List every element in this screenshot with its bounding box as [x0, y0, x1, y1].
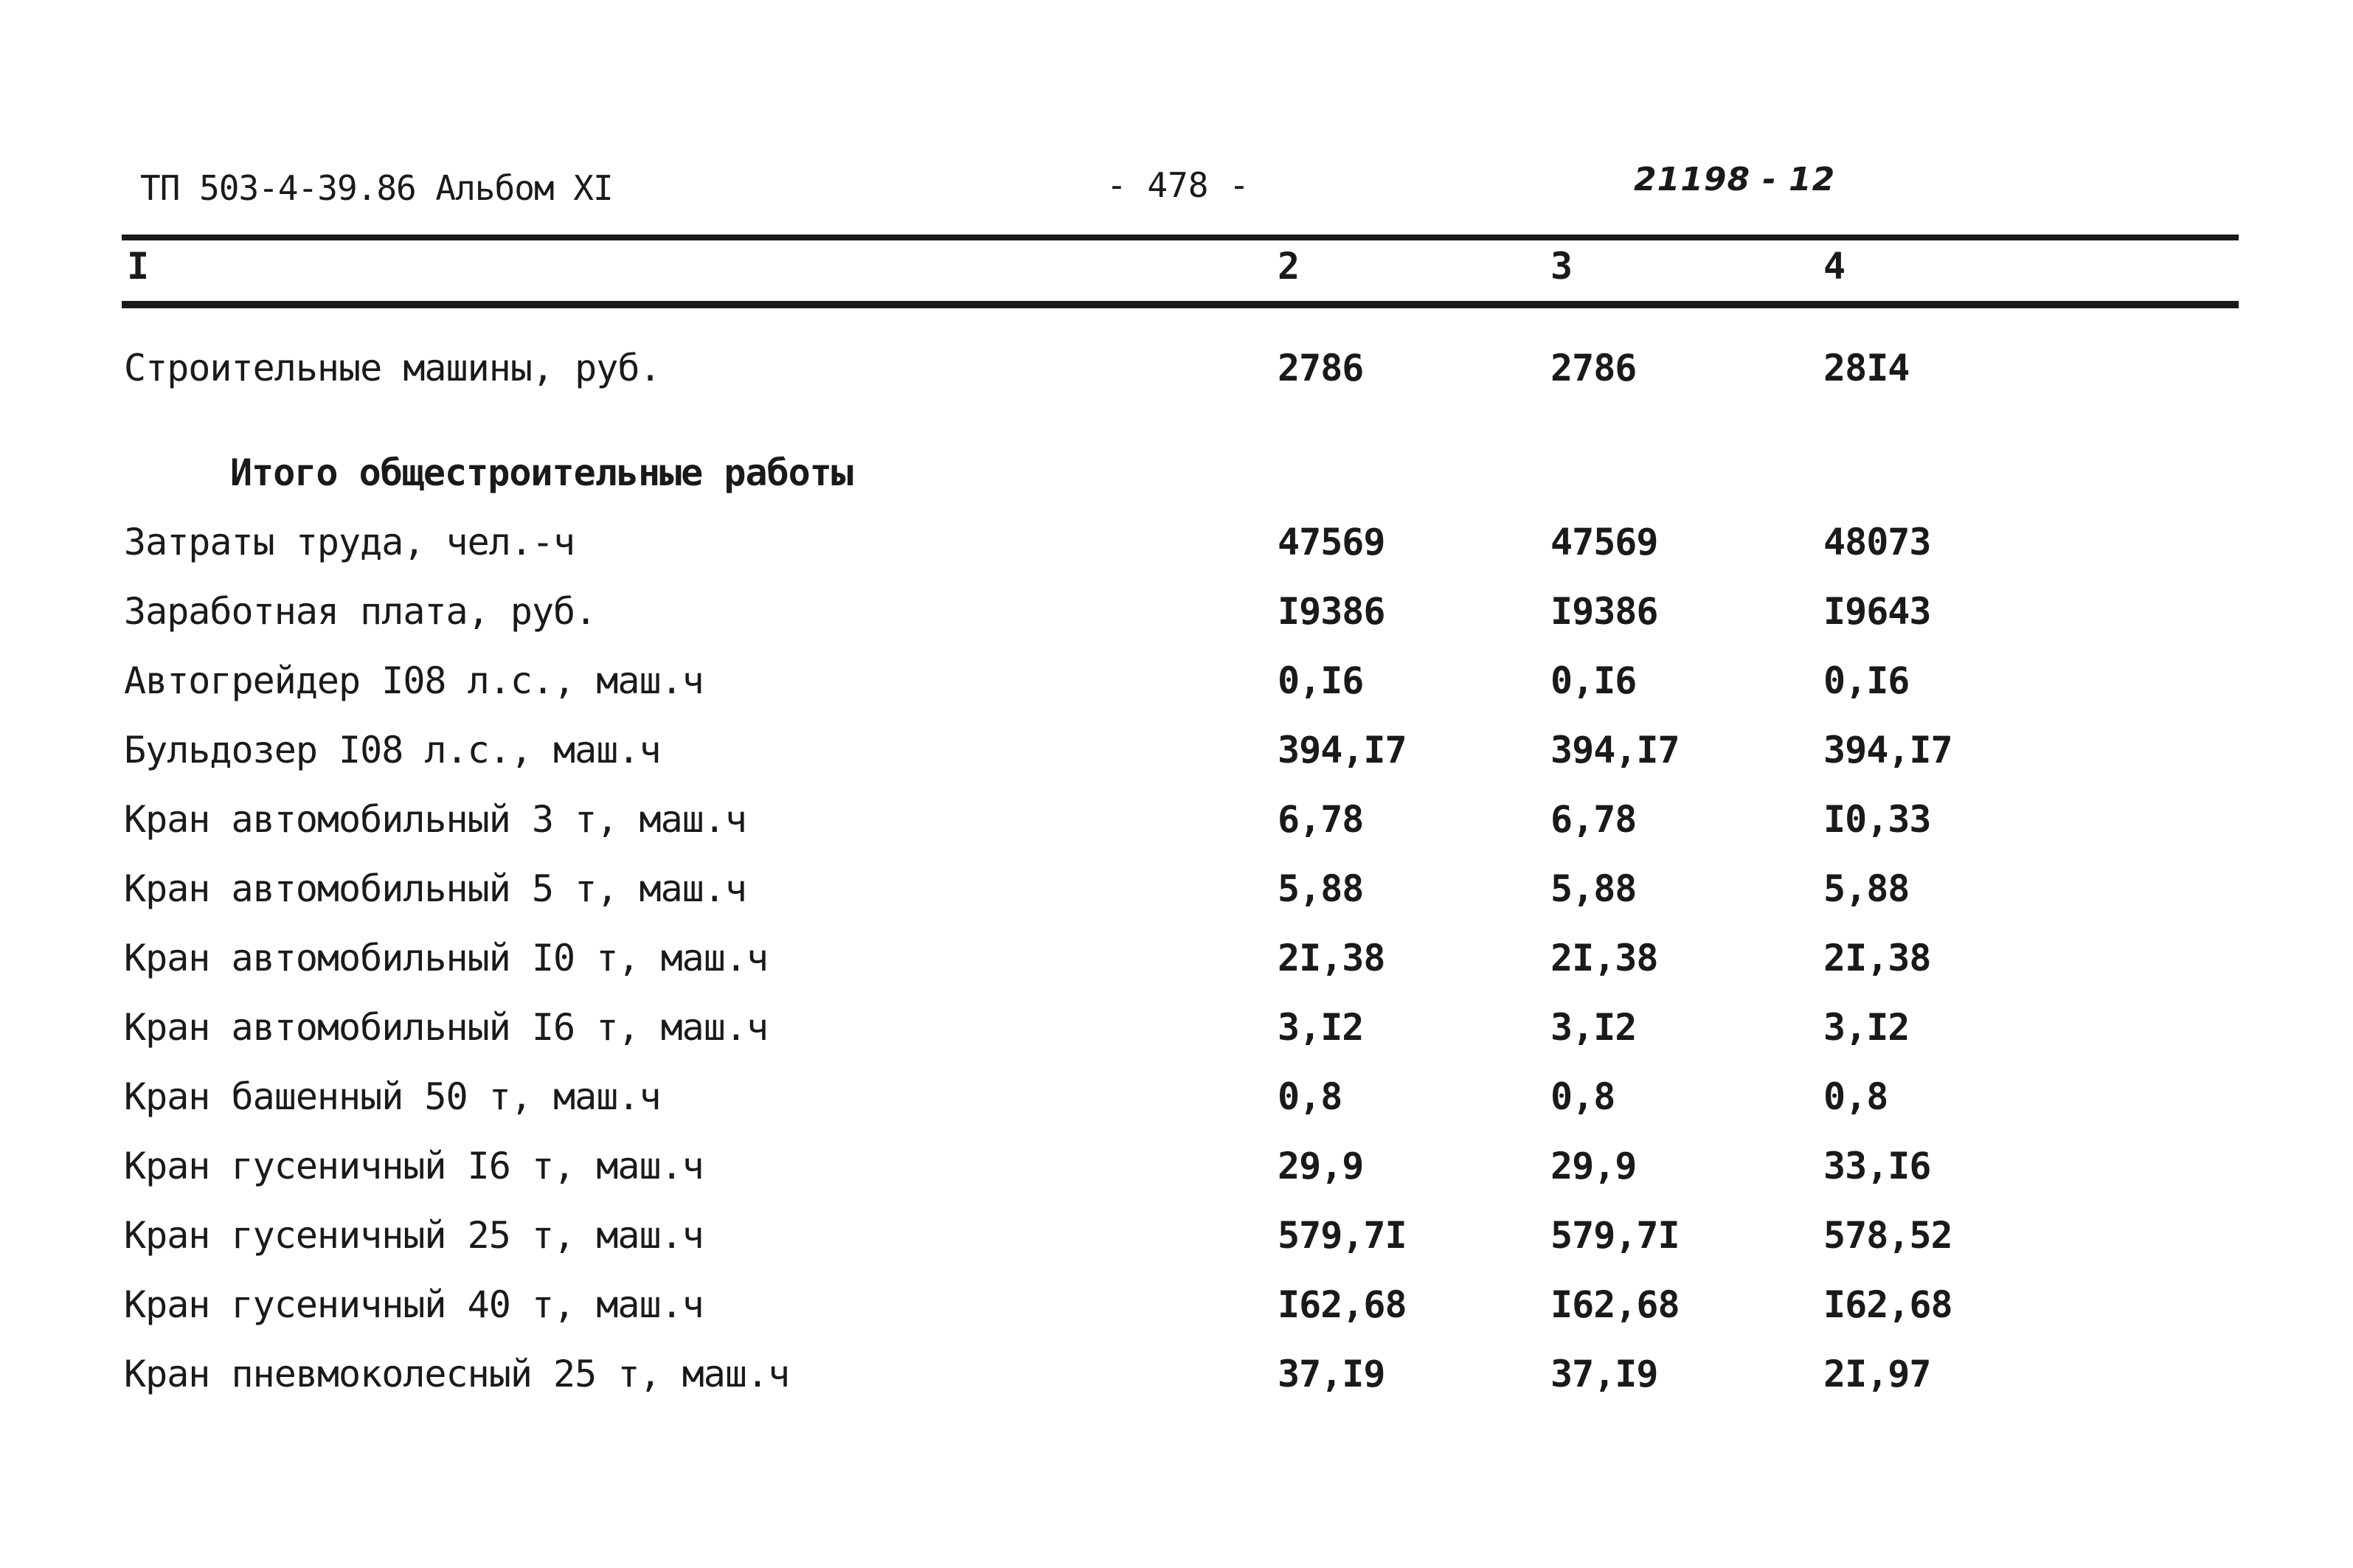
row-value-col2: 0,I6 — [1278, 659, 1364, 702]
row-label: Заработная плата, руб. — [124, 590, 597, 633]
table-row — [0, 521, 2353, 572]
row-label: Автогрейдер I08 л.с., маш.ч — [124, 659, 704, 702]
handwritten-code: 21198 - 12 — [1634, 161, 1836, 198]
row-value-col4: 3,I2 — [1823, 1006, 1910, 1049]
row-value-col3: I62,68 — [1550, 1283, 1680, 1326]
row-value-col3: 0,8 — [1550, 1075, 1615, 1118]
row-label: Бульдозер I08 л.с., маш.ч — [124, 729, 661, 771]
row-label: Кран пневмоколесный 25 т, маш.ч — [124, 1353, 790, 1395]
row-value-col3: 3,I2 — [1550, 1006, 1637, 1049]
row-value-col3: 0,I6 — [1550, 659, 1637, 702]
row-value-col2: 6,78 — [1278, 798, 1364, 841]
table-row — [0, 1145, 2353, 1196]
row-value-col2: 29,9 — [1278, 1145, 1364, 1187]
row-label: Кран автомобильный I0 т, маш.ч — [124, 937, 769, 979]
table-row-construction-machines — [0, 347, 2353, 398]
row-value-col2: 579,7I — [1278, 1214, 1407, 1257]
row-value-col3: 6,78 — [1550, 798, 1637, 841]
row-value-col3: 2786 — [1550, 347, 1637, 389]
row-label: Кран башенный 50 т, маш.ч — [124, 1075, 661, 1118]
section-title: Итого общестроительные работы — [230, 451, 853, 494]
table-row — [0, 729, 2353, 780]
row-value-col2: 5,88 — [1278, 867, 1364, 910]
column-number-1: I — [127, 245, 150, 288]
row-value-col2: I62,68 — [1278, 1283, 1407, 1326]
row-value-col3: 2I,38 — [1550, 937, 1658, 979]
table-row — [0, 1006, 2353, 1058]
row-value-col4: 578,52 — [1823, 1214, 1952, 1257]
column-number-3: 3 — [1550, 245, 1573, 288]
row-value-col2: 0,8 — [1278, 1075, 1342, 1118]
row-value-col2: 47569 — [1278, 521, 1385, 563]
row-label: Кран гусеничный 25 т, маш.ч — [124, 1214, 704, 1257]
row-value-col2: 3,I2 — [1278, 1006, 1364, 1049]
row-label: Кран гусеничный 40 т, маш.ч — [124, 1283, 704, 1326]
row-label: Кран автомобильный 5 т, маш.ч — [124, 867, 746, 910]
row-label: Затраты труда, чел.-ч — [124, 521, 575, 563]
row-value-col3: 47569 — [1550, 521, 1658, 563]
page-number: - 478 - — [1106, 165, 1250, 205]
row-value-col2: 2786 — [1278, 347, 1364, 389]
row-value-col3: 29,9 — [1550, 1145, 1637, 1187]
table-row — [0, 1214, 2353, 1266]
table-row — [0, 590, 2353, 642]
row-value-col3: 5,88 — [1550, 867, 1637, 910]
row-label: Строительные машины, руб. — [124, 347, 661, 389]
table-row — [0, 1353, 2353, 1404]
row-value-col3: 394,I7 — [1550, 729, 1680, 771]
column-number-2: 2 — [1278, 245, 1300, 288]
row-value-col4: 0,8 — [1823, 1075, 1888, 1118]
row-value-col2: 2I,38 — [1278, 937, 1385, 979]
row-value-col4: 48073 — [1823, 521, 1931, 563]
table-row — [0, 1283, 2353, 1335]
table-row — [0, 937, 2353, 988]
column-number-4: 4 — [1823, 245, 1846, 288]
row-value-col4: I9643 — [1823, 590, 1931, 633]
row-value-col4: 28I4 — [1823, 347, 1910, 389]
row-value-col3: 37,I9 — [1550, 1353, 1658, 1395]
row-value-col2: I9386 — [1278, 590, 1385, 633]
row-value-col3: 579,7I — [1550, 1214, 1680, 1257]
row-value-col3: I9386 — [1550, 590, 1658, 633]
row-value-col4: 0,I6 — [1823, 659, 1910, 702]
table-row — [0, 1075, 2353, 1127]
row-label: Кран автомобильный I6 т, маш.ч — [124, 1006, 769, 1049]
row-value-col4: 2I,38 — [1823, 937, 1931, 979]
row-value-col2: 394,I7 — [1278, 729, 1407, 771]
table-header-rule — [122, 301, 2239, 308]
row-label: Кран гусеничный I6 т, маш.ч — [124, 1145, 704, 1187]
row-value-col4: 5,88 — [1823, 867, 1910, 910]
row-value-col2: 37,I9 — [1278, 1353, 1385, 1395]
row-value-col4: 2I,97 — [1823, 1353, 1931, 1395]
document-reference: ТП 503-4-39.86 Альбом XI — [140, 168, 613, 208]
row-value-col4: I0,33 — [1823, 798, 1931, 841]
table-row — [0, 798, 2353, 850]
table-row — [0, 867, 2353, 919]
row-value-col4: 394,I7 — [1823, 729, 1952, 771]
row-label: Кран автомобильный 3 т, маш.ч — [124, 798, 746, 841]
row-value-col4: 33,I6 — [1823, 1145, 1931, 1187]
table-row — [0, 659, 2353, 711]
row-value-col4: I62,68 — [1823, 1283, 1952, 1326]
table-top-rule — [122, 235, 2239, 240]
